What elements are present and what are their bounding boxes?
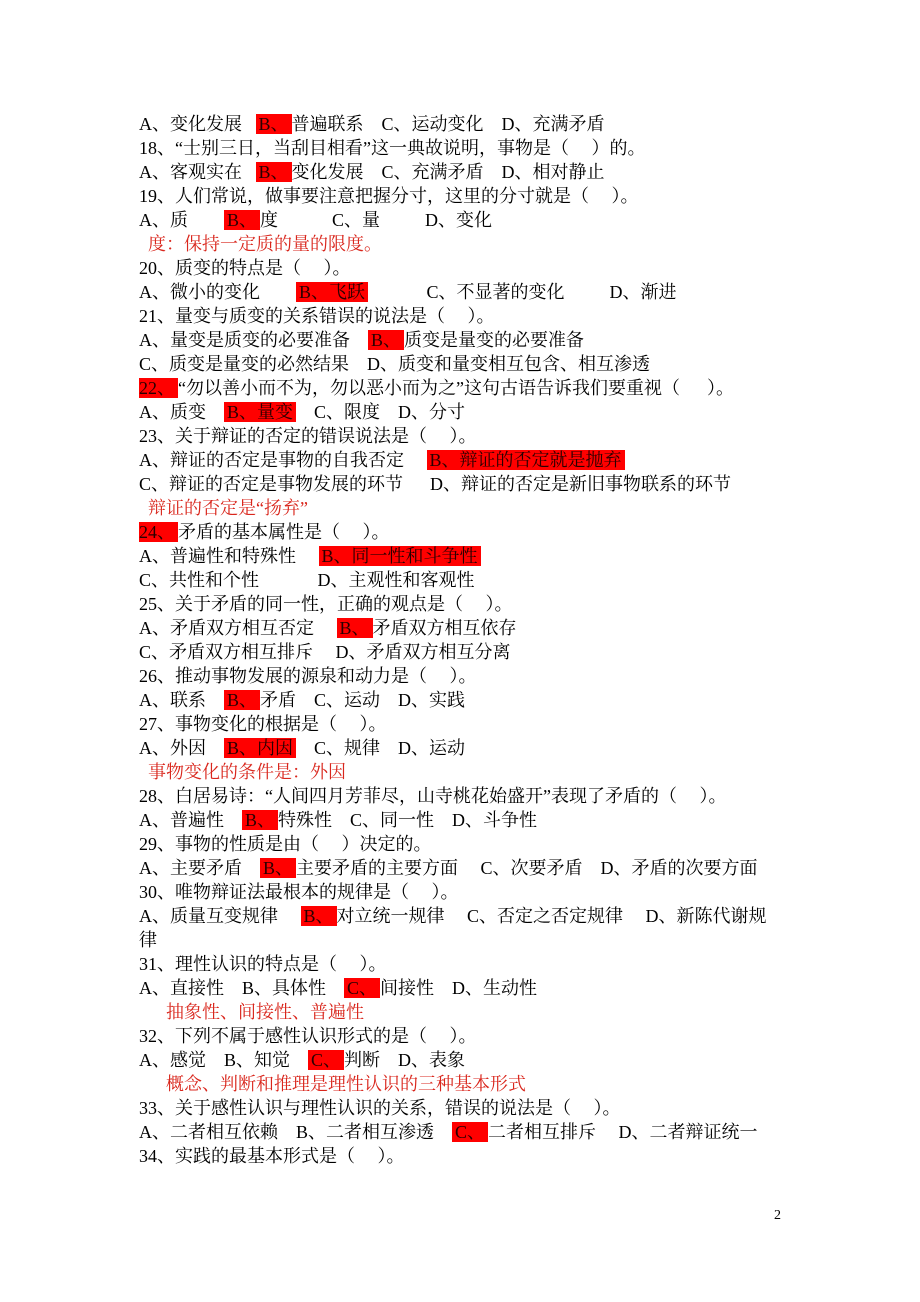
option-text: A、矛盾双方相互否定 <box>139 618 337 638</box>
options-line <box>139 208 920 232</box>
note-text: 抽象性、间接性、普遍性 <box>166 1002 364 1022</box>
highlighted-answer: B、 <box>224 690 260 710</box>
options-line <box>139 352 920 376</box>
option-text: 普遍联系 C、运动变化 D、充满矛盾 <box>291 114 605 134</box>
option-text: A、主要矛盾 <box>139 858 260 878</box>
highlighted-answer: C、 <box>452 1122 488 1142</box>
options-line <box>139 544 920 568</box>
options-line <box>139 976 920 1000</box>
option-text: C、辩证的否定是事物发展的环节 D、辩证的否定是新旧事物联系的环节 <box>139 474 732 494</box>
option-text: A、辩证的否定是事物的自我否定 <box>139 450 427 470</box>
question-text: 21、量变与质变的关系错误的说法是（ ）。 <box>139 306 495 326</box>
highlighted-answer: C、 <box>308 1050 344 1070</box>
answer-note <box>139 1000 920 1024</box>
highlighted-answer: B、 <box>368 330 404 350</box>
highlighted-answer: B、 <box>242 810 278 830</box>
option-text: 变化发展 C、充满矛盾 D、相对静止 <box>291 162 605 182</box>
highlighted-answer: B、内因 <box>224 738 296 758</box>
option-text: 律 <box>139 930 157 950</box>
options-line <box>139 400 920 424</box>
note-text: 事物变化的条件是：外因 <box>148 762 346 782</box>
question-line <box>139 256 920 280</box>
options-line <box>139 112 920 136</box>
option-text: 度 C、量 D、变化 <box>260 210 493 230</box>
question-line <box>139 1024 920 1048</box>
question-line <box>139 1144 920 1168</box>
options-line <box>139 928 920 952</box>
question-text: 23、关于辩证的否定的错误说法是（ ）。 <box>139 426 477 446</box>
question-line <box>139 712 920 736</box>
option-text: C、规律 D、运动 <box>296 738 466 758</box>
option-text: A、联系 <box>139 690 224 710</box>
question-text: 29、事物的性质是由（ ）决定的。 <box>139 834 432 854</box>
answer-note <box>139 760 920 784</box>
option-text: A、直接性 B、具体性 <box>139 978 345 998</box>
question-text: 25、关于矛盾的同一性，正确的观点是（ ）。 <box>139 594 513 614</box>
option-text: 间接性 D、生动性 <box>380 978 538 998</box>
option-text: C、限度 D、分寸 <box>296 402 466 422</box>
option-text: A、二者相互依赖 B、二者相互渗透 <box>139 1122 453 1142</box>
highlighted-answer: B、 <box>301 906 337 926</box>
options-line <box>139 160 920 184</box>
option-text: C、矛盾双方相互排斥 D、矛盾双方相互分离 <box>139 642 511 662</box>
options-line <box>139 280 920 304</box>
options-line <box>139 1048 920 1072</box>
option-text: 主要矛盾的主要方面 C、次要矛盾 D、矛盾的次要方面 <box>296 858 758 878</box>
question-text: 31、理性认识的特点是（ ）。 <box>139 954 387 974</box>
question-line <box>139 376 920 400</box>
answer-note <box>139 1072 920 1096</box>
option-text: A、普遍性 <box>139 810 242 830</box>
option-text: A、普遍性和特殊性 <box>139 546 319 566</box>
question-line <box>139 520 920 544</box>
option-text: 二者相互排斥 D、二者辩证统一 <box>488 1122 758 1142</box>
options-line <box>139 736 920 760</box>
options-line <box>139 640 920 664</box>
option-text: 质变是量变的必要准备 <box>404 330 585 350</box>
question-text: 30、唯物辩证法最根本的规律是（ ）。 <box>139 882 459 902</box>
highlighted-answer: B、飞跃 <box>296 282 368 302</box>
option-text: A、质变 <box>139 402 224 422</box>
options-line <box>139 808 920 832</box>
option-text: A、质量互变规律 <box>139 906 301 926</box>
options-line <box>139 688 920 712</box>
answer-note <box>139 232 920 256</box>
highlighted-answer: B、 <box>224 210 260 230</box>
highlighted-answer: B、 <box>337 618 373 638</box>
question-line <box>139 784 920 808</box>
question-text: 矛盾的基本属性是（ ）。 <box>178 522 390 542</box>
question-line <box>139 136 920 160</box>
options-line <box>139 856 920 880</box>
answer-note <box>139 496 920 520</box>
highlighted-answer: B、 <box>256 114 292 134</box>
question-line <box>139 424 920 448</box>
option-text: 矛盾双方相互依存 <box>372 618 517 638</box>
options-line <box>139 568 920 592</box>
highlighted-question-number: 22、 <box>139 378 178 398</box>
question-text: 32、下列不属于感性认识形式的是（ ）。 <box>139 1026 477 1046</box>
option-text: C、不显著的变化 D、渐进 <box>368 282 677 302</box>
question-line <box>139 952 920 976</box>
question-text: 34、实践的最基本形式是（ ）。 <box>139 1146 405 1166</box>
question-text: 19、人们常说，做事要注意把握分寸，这里的分寸就是（ ）。 <box>139 186 639 206</box>
options-line <box>139 448 920 472</box>
option-text: 矛盾 C、运动 D、实践 <box>260 690 466 710</box>
question-line <box>139 592 920 616</box>
question-text: 27、事物变化的根据是（ ）。 <box>139 714 387 734</box>
page-number: 2 <box>774 1208 781 1223</box>
question-line <box>139 304 920 328</box>
highlighted-answer: B、 <box>256 162 292 182</box>
highlighted-answer: B、量变 <box>224 402 296 422</box>
options-line <box>139 472 920 496</box>
note-text: 度：保持一定质的量的限度。 <box>148 234 382 254</box>
option-text: A、外因 <box>139 738 224 758</box>
note-text: 辩证的否定是“扬弃” <box>148 498 308 518</box>
highlighted-answer: B、 <box>260 858 296 878</box>
option-text: 对立统一规律 C、否定之否定规律 D、新陈代谢规 <box>336 906 767 926</box>
option-text: 特殊性 C、同一性 D、斗争性 <box>278 810 538 830</box>
option-text: A、感觉 B、知觉 <box>139 1050 309 1070</box>
question-text: 33、关于感性认识与理性认识的关系，错误的说法是（ ）。 <box>139 1098 621 1118</box>
question-text: 18、“士别三日，当刮目相看”这一典故说明，事物是（ ）的。 <box>139 138 646 158</box>
options-line <box>139 616 920 640</box>
option-text: A、客观实在 <box>139 162 256 182</box>
highlighted-answer: B、同一性和斗争性 <box>319 546 481 566</box>
question-line <box>139 880 920 904</box>
option-text: A、微小的变化 <box>139 282 296 302</box>
question-text: 26、推动事物发展的源泉和动力是（ ）。 <box>139 666 477 686</box>
option-text: A、质 <box>139 210 224 230</box>
highlighted-answer: B、辩证的否定就是抛弃 <box>427 450 625 470</box>
question-line <box>139 1096 920 1120</box>
options-line <box>139 1120 920 1144</box>
options-line <box>139 328 920 352</box>
option-text: C、质变是量变的必然结果 D、质变和量变相互包含、相互渗透 <box>139 354 651 374</box>
question-line <box>139 832 920 856</box>
option-text: A、变化发展 <box>139 114 256 134</box>
options-line <box>139 904 920 928</box>
question-line <box>139 184 920 208</box>
question-text: 20、质变的特点是（ ）。 <box>139 258 351 278</box>
option-text: A、量变是质变的必要准备 <box>139 330 368 350</box>
question-line <box>139 664 920 688</box>
option-text: C、共性和个性 D、主观性和客观性 <box>139 570 475 590</box>
option-text: 判断 D、表象 <box>344 1050 466 1070</box>
highlighted-question-number: 24、 <box>139 522 178 542</box>
question-text: “勿以善小而不为，勿以恶小而为之”这句古语告诉我们要重视（ ）。 <box>178 378 734 398</box>
highlighted-answer: C、 <box>344 978 380 998</box>
question-text: 28、白居易诗：“人间四月芳菲尽，山寺桃花始盛开”表现了矛盾的（ ）。 <box>139 786 727 806</box>
note-text: 概念、判断和推理是理性认识的三种基本形式 <box>166 1074 526 1094</box>
